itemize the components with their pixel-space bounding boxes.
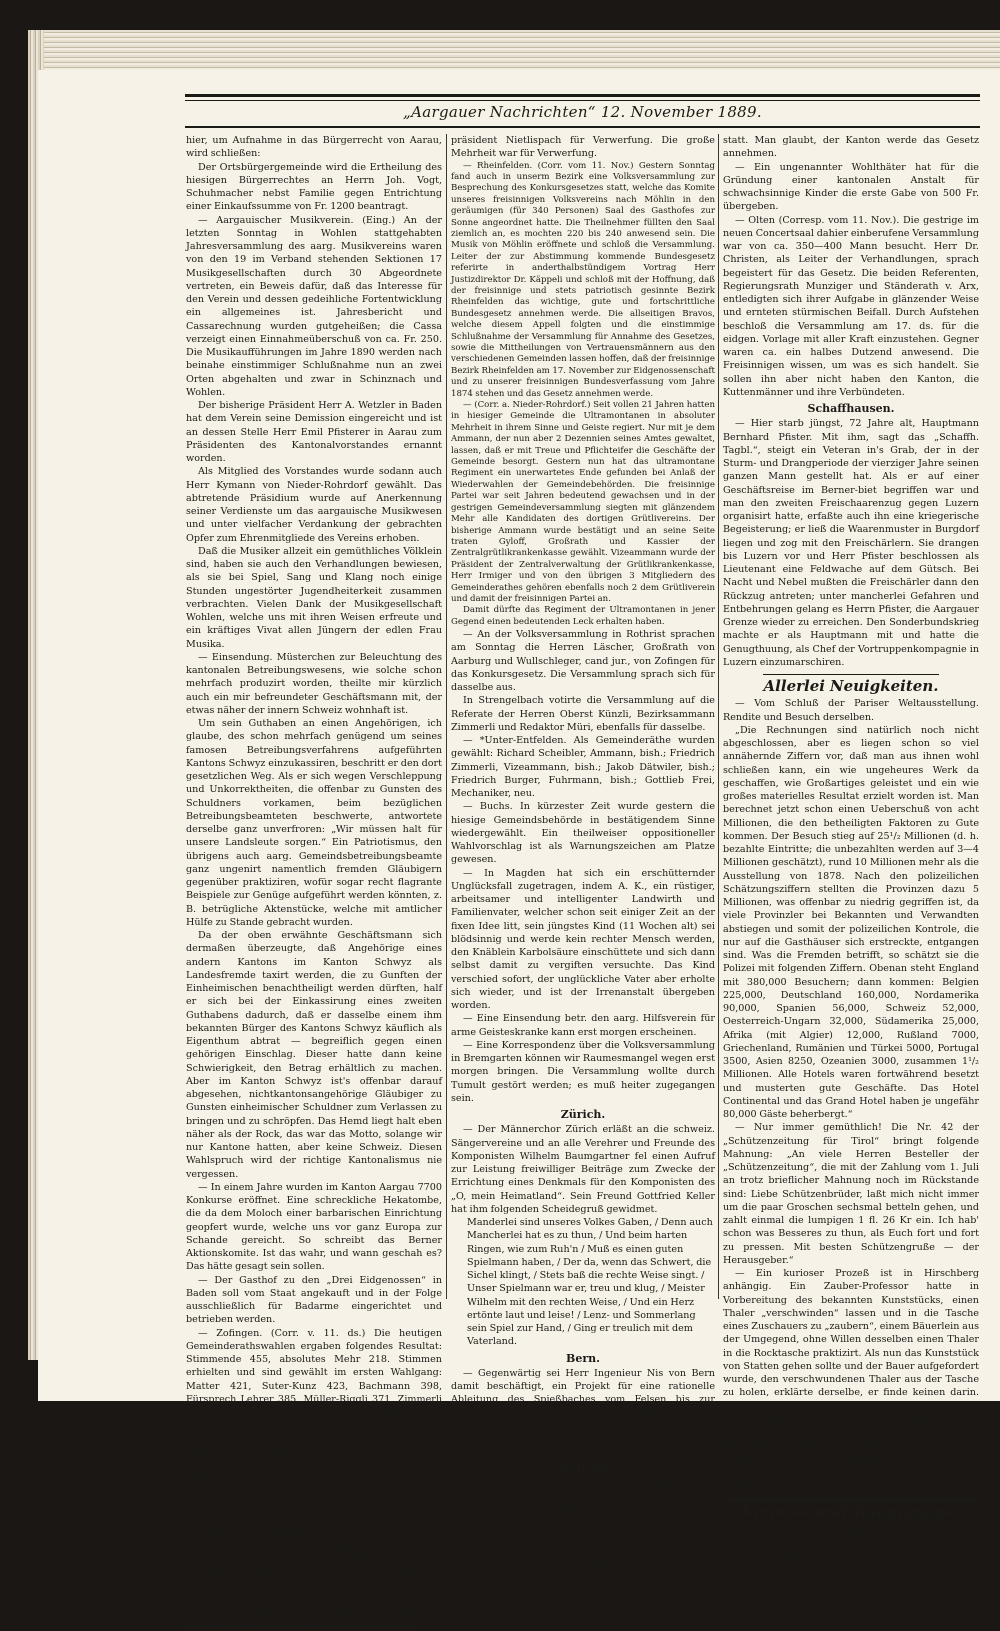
article-text: Der bisherige Präsident Herr A. Wetzler in Baden hat dem Verein seine Demission eingereicht und ist an dessen Stelle Herr Emil Pfisterer in Aarau zum Präsidenten des Kantonalvorstandes ernannt worden.	[186, 399, 442, 465]
column-2	[451, 134, 715, 1299]
section-heading-zuerich: Zürich.	[451, 1108, 715, 1121]
section-divider	[763, 674, 939, 675]
article-text: — Vom Schluß der Pariser Weltausstellung. Rendite und Besuch derselben.	[723, 697, 979, 724]
article-text: — In Magden hat sich ein erschütternder Unglücksfall zugetragen, indem A. K., ein rüstiger, arbeitsamer und intelligenter Landwirth und Familienvater, welcher schon seit einiger Zeit an der fixen Idee litt, sein jüngstes Kind (11 Wochen alt) sei blödsinnig und werde kein rechter Mensch werden, den Knäblein Karbolsäure einschüttete und sich dann selbst damit zu vergiften versuchte. Das Kind verschied sofort, der unglückliche Vater aber erholte sich wieder, und ist der Irrenanstalt übergeben worden.	[451, 867, 715, 1013]
article-text: — Bei der heutigen Großrathswahl sind von 637 abgegebenen Stimmen Herr R. Sauerländer 609 und ist hiemit gewählt.	[723, 1524, 979, 1564]
article-text: — In einem Jahre wurden im Kanton Aargau 7700 Konkurse eröffnet. Eine schreckliche Hekatombe, die da dem Moloch einer barbarischen Einrichtung geopfert wurde, welche uns vor ganz Europa zur Schande gereicht. So schreibt das Berner Aktionskomite. Ist das wahr, und wann geschah es? Das hätte gesagt sein sollen.	[186, 1181, 442, 1274]
section-heading-allerlei: Allerlei Neuigkeiten.	[723, 680, 979, 693]
article-text: — Nur immer gemüthlich! Die Nr. 42 der „Schützenzeitung für Tirol“ bringt folgende Mahnung: „An viele Herren Besteller der „Schützenzeitung“, die mit der Zahlung vom 1. Juli an trotz brieflicher Mahnung noch im Rückstande sind: Liebe Schützenbrüder, laßt mich nicht immer um die paar Groschen sechsmal betteln gehen, und zahlt einmal die lumpigen 1 fl. 26 Kr ein. Ich hab' schon was Besseres zu thun, als Euch fort und fort zu pressen. Mit besten Schützengruße — der Herausgeber.“	[723, 1121, 979, 1267]
column-divider	[718, 134, 719, 1299]
article-text: Damit dürfte das Regiment der Ultramontanen in jener Gegend einen bedeutenden Leck erhalten haben.	[451, 605, 715, 628]
column-1	[186, 134, 442, 1299]
article-text: Als Mitglied des Vorstandes wurde sodann auch Herr Kymann von Nieder-Rohrdorf gewählt. Das abtretende Präsidium wurde auf Anerkennung seiner Verdienste um das aargauische Musikwesen und unter vielfacher Verdankung der gebrachten Opfer zum Ehrenmitgliede des Vereins erhoben.	[186, 465, 442, 545]
article-text: — (Corr. a. Nieder-Rohrdorf.) Seit vollen 21 Jahren hatten in hiesiger Gemeinde die Ultramontanen in absoluter Mehrheit in ihrem Sinne und Geiste regiert. Nur mit je dem Ammann, der nun aber 2 Dezennien seines Amtes gewaltet, lassen, daß er mit Treue und Pflichteifer die Geschäfte der Gemeinde besorgt. Gestern nun hat das ultramontane Regiment ein unerwartetes Ende gefunden bei Anlaß der Wiederwahlen der Gemeindebehörden. Die freisinnige Partei war seit Jahren bedeutend gewachsen und in der gestrigen Gemeindeversammlung siegten mit glänzendem Mehr alle Kandidaten des dortigen Grütlivereins. Der bisherige Ammann wurde bestätigt und an seine Seite traten Gyloff, Großrath und Kassier der Zentralgrütlikrankenkasse gewählt. Vizeammann wurde der Präsident der Zentralverwaltung der Grütlikrankenkasse, Herr Irmiger und von den übrigen 3 Mitgliedern des Gemeinderathes gehören ebenfalls noch 2 dem Grütliverein und damit der freisinnigen Partei an.	[451, 400, 715, 605]
article-text: — Buchs. In kürzester Zeit wurde gestern die hiesige Gemeindsbehörde in bestätigendem Sinne wiedergewählt. Ein theilweiser oppositioneller Wahlvorschlag ist als Warnungszeichen am Platze gewesen.	[451, 800, 715, 866]
article-text: Da der oben erwähnte Geschäftsmann sich dermaßen überzeugte, daß Angehörige eines andern Kantons im Kanton Schwyz als Landesfremde taxirt werden, die zu Gunften der Einheimischen benachtheiligt werden dürften, half er sich bei der Einkassirung eines zweiten Guthabens dadurch, daß er dasselbe einem ihm bekannten Bürger des Kantons Schwyz käuflich als Eigenthum abtrat — begreiflich gegen einen gehörigen Einschlag. Dieser hatte dann keine Schwierigkeit, den Betrag erhältlich zu machen. Aber im Kanton Schwyz ist's offenbar darauf abgesehen, nichtkantonsangehörige Gläubiger zu Gunsten einheimischer Schuldner zum Verlassen zu bringen und zu schröpfen. Das Hemd liegt halt eben näher als der Rock, das war das Motto, solange wir nur Kantone hatten, aber keine Schweiz. Diesen Wahlspruch wird der richtige Kantonalismus nie vergessen.	[186, 929, 442, 1181]
article-text: Daß die Musiker allzeit ein gemüthliches Völklein sind, haben sie auch den Verhandlungen bewiesen, als sie bei Spiel, Sang und Klang noch einige Stunden ungestörter Jugendheiterkeit zusammen verbrachten. Vielen Dank der Musikgesellschaft Wohlen, welche uns mit ihren Weisen erfreute und ein kräftiges Vivat allen Jüngern der edlen Frau Musika.	[186, 545, 442, 651]
article-text: — Eine Einsendung betr. den aarg. Hilfsverein für arme Geisteskranke kann erst morgen erscheinen.	[451, 1012, 715, 1039]
article-text: — An der Volksversammlung in Rothrist sprachen am Sonntag die Herren Läscher, Großrath von Aarburg und Wullschleger, cand jur., von Zofingen für das Konkursgesetz. Die Versammlung sprach sich für dasselbe aus.	[451, 628, 715, 694]
masthead-title: „Aargauer Nachrichten“ 12. November 1889.	[185, 103, 980, 121]
header-rule	[185, 94, 980, 97]
article-text: — *Unter-Entfelden. Als Gemeinderäthe wurden gewählt: Richard Scheibler, Ammann, bish.; Friedrich Zimmerli, Vizeammann, bish.; Jakob Dätwiler, bish.; Friedrich Burger, Fuhrmann, bish.; Gottlieb Frei, Mechaniker, neu.	[451, 734, 715, 800]
article-text: statt. Man glaubt, der Kanton werde das Gesetz annehmen.	[723, 134, 979, 161]
article-text: — Olten (Corresp. vom 11. Nov.). Die gestrige im neuen Concertsaal dahier einberufene Versammlung war von ca. 350—400 Mann besucht. Herr Dr. Christen, als Leiter der Verhandlungen, sprach begeistert für das Gesetz. Die beiden Referenten, Regierungsrath Munziger und Ständerath v. Arx, entledigten sich ihrer Aufgabe in glänzender Weise und ernteten stürmischen Beifall. Durch Aufstehen beschloß die Versammlung am 17. ds. für die eidgen. Vorlage mit aller Kraft einzustehen. Gegner waren ca. ein halbes Dutzend anwesend. Die Freisinnigen wissen, um was es sich handelt. Sie sollen ihn aber nicht haben den Kanton, die Kuttenmänner und ihre Verbündeten.	[723, 214, 979, 400]
article-text: — Zofingen. (Corr. v. 11. ds.) Die heutigen Gemeinderathswahlen ergaben folgendes Resultat: Stimmende 455, absolutes Mehr 218. Stimmen erhielten und sind gewählt im ersten Wahlgang: Matter 421, Suter-Kunz 423, Bachmann 398, Fürsprech Lehrer 385, Müller-Riggli 371, Zimmerli Kommandant 347, bisherige, und Dr. Frikart 266, neu, an Stelle des verstorbenen Herrn Wettstein. Herr Bossard-Mahlard erhielt 166 und Herr Mummenthaler-Vogel 70 Stimmen. Als Stadtammann wurde beinahe einstimmig Herr Matter wieder gewählt und die Besoldungen auf der bisherigen Höhe belassen.	[186, 1327, 442, 1499]
header-rule-bottom	[185, 126, 980, 128]
article-text: Der Ortsbürgergemeinde wird die Ertheilung des hiesigen Bürgerrechtes an Herrn Joh. Vogt, Schuhmacher nebst Familie gegen Entrichtung einer Einkaufssumme von Fr. 1200 beantragt.	[186, 161, 442, 214]
article-text: — Der Vorstand der Kulturgesellschaft Zofingen erläßt einen motivirten Aufruf an die Bevölkerung zur Annahme des Konkursgesetzes.	[186, 1499, 442, 1539]
poem: Manderlei sind unseres Volkes Gaben, / Denn auch Mancherlei hat es zu thun, / Und beim harten Ringen, wie zum Ruh'n / Muß es einen guten Spielmann haben, / Der da, wenn das Schwert, die Sichel klingt, / Stets baß die rechte Weise singt. / Unser Spielmann war er, treu und klug, / Meister Wilhelm mit den rechten Weise, / Und ein Herz ertönte laut und leise! / Lenz- und Sommerlang sein Spiel zur Hand, / Ging er treulich mit dem Vaterland.	[451, 1216, 715, 1349]
page-header	[185, 88, 980, 128]
article-text: — Aargauischer Musikverein. (Eing.) An der letzten Sonntag in Wohlen stattgehabten Jahresversammlung des aarg. Musikvereins waren von den 19 im Verband stehenden Sektionen 17 Musikgesellschaften durch 30 Abgeordnete vertreten, ein Beweis dafür, daß das Interesse für den Verein und dessen gedeihliche Fortentwicklung ein allgemeines ist. Jahresbericht und Cassarechnung wurden gutgeheißen; die Cassa verzeigt einen Einnahmeüberschuß von ca. Fr. 250. Die Musikaufführungen im Jahre 1890 werden nach beinahe einstimmiger Schlußnahme nun an zwei Orten abgehalten und zwar in Schinznach und Wohlen.	[186, 214, 442, 400]
article-text: Basel, 11. Nov. Der Große Rath hat die Volkswahl der Regierung mit 54 gegen 51 Stimmen	[723, 1563, 979, 1590]
section-heading-bern: Bern.	[451, 1352, 715, 1365]
article-text: — Einsendung. Müsterchen zur Beleuchtung des kantonalen Betreibungswesens, wie solche schon mehrfach produzirt worden, theilte mir kürzlich auch ein mir befreundeter Geschäftsmann mit, der etwas näher der innern Schweiz wohnhaft ist.	[186, 651, 442, 717]
section-divider-double	[723, 1498, 979, 1502]
article-text: — Ein ungenannter Wohlthäter hat für die Gründung einer kantonalen Anstalt für schwachsinnige Kinder die erste Gabe von 500 Fr. übergeben.	[723, 161, 979, 214]
article-text: — Gegenwärtig sei Herr Ingenieur Nis von Bern damit beschäftigt, ein Projekt für eine rationelle Ableitung des Spießbaches vom Felsen bis zur Lütschine aufzunehmen. Für die Entwässerung des Rutschgebietes vom Felsen aufwärts bis zum Mürrenweg liege bereits ein Projekt des eidgen. Ingenieurs vor.	[451, 1367, 715, 1460]
column-divider	[446, 134, 447, 1299]
article-text: „Die Rechnungen sind natürlich noch nicht abgeschlossen, aber es liegen schon so viel annähernde Ziffern vor, daß man aus ihnen wohl schließen kann, ein wie ungeheures Werk da geschaffen, wie Großartiges geleistet und ein wie großes materielles Resultat erzielt worden ist. Man berechnet jetzt schon einen Ueberschuß von acht Millionen, die den betheiligten Faktoren zu Gute kommen. Der Besuch stieg auf 25¹/₂ Millionen (d. h. bezahlte Eintritte; die unbezahlten werden auf 3—4 Millionen geschätzt), rund 10 Millionen mehr als die Ausstellung von 1878. Nach den polizeilichen Schätzungsziffern stellten die Provinzen dazu 5 Millionen, was offenbar zu niedrig gegriffen ist, da viele Provinzler bei Bekannten und Verwandten abstiegen und somit der polizeilichen Kontrole, die nur auf die Gasthäuser sich erstreckte, entgangen sind. Was die Fremden betrifft, so schätzt sie die Polizei mit folgenden Ziffern. Obenan steht England mit 380,000 Besuchern; dann kommen: Belgien 225,000, Deutschland 160,000, Nordamerika 90,000, Spanien 56,000, Schweiz 52,000, Oesterreich-Ungarn 32,000, Südamerika 25,000, Afrika (mit Algier) 12,000, Rußland 7000, Griechenland, Rumänien und Türkei 5000, Portugal 3500, Asien 8250, Ozeanien 3000, zusammen 1¹/₂ Millionen. Alle Hotels waren fortwährend besetzt und musterten gute Geschäfte. Das Hotel Continental und das Grand Hotel haben je ungefähr 80,000 Gäste beherbergt.“	[723, 724, 979, 1122]
article-text: — In Solothurn wurde in der letzten Sonntagsnacht in das Bureau eines Cementiers eingebrochen und eine Baarschaft im Betrag von 35 Fr. gestohlen. Gleichzeitig fand ein Einbruch bei einem Zimmermeister statt, dem allerlei Werkzeug ist zwölft worden.	[451, 1478, 715, 1558]
article-text: — In einer Volksversammlung in Muri (100 Mann) empfahl nach dem „Vaterland“ Herr Gerichtsschreiber Meyer in trefflichem, zweistündigem Vortrag die Verwerfung des Konkursgesetzes. Die HH. Fürsprech Stierli und Fürsprech Bürgisser, vom liberalen Grütliverein berufen, sprachen für Annahme, Herr Gerichts-	[186, 1539, 442, 1631]
book-edge-top	[28, 30, 1000, 72]
article-text: hier, um Aufnahme in das Bürgerrecht von Aarau, wird schließen:	[186, 134, 442, 161]
section-heading-schaffhausen: Schaffhausen.	[723, 402, 979, 415]
article-text: Um sein Guthaben an einen Angehörigen, ich glaube, des schon mehrfach genügend um seines famosen Betreibungsverfahrens aufgeführten Kantons Schwyz einzukassiren, beschritt er den dort gesetzlichen Weg. Als er sich wegen Verschleppung und Unkorrektheiten, die offenbar zu Gunsten des Schuldners vorkamen, beim bezüglichen Betreibungsbeamteten beschwerte, antwortete derselbe ganz unverfroren: „Wir müssen halt für unsere Landsleute sorgen.“ Ein Patriotismus, den übrigens auch aarg. Gemeindsbetreibungsbeamte ganz ungenirt namentlich fremden Gläubigern gegenüber praktiziren, wofür sogar recht flagrante Beispiele zur Genüge aufgeführt werden könnten, z. B. betrügliche Aktenstücke, welche mit amtlicher Hülfe zu Stande gebracht wurden.	[186, 717, 442, 929]
header-rule-thin	[185, 100, 980, 101]
section-heading-telegramme: Neueres und Telegramme.	[723, 1506, 979, 1519]
article-text: — Hier starb jüngst, 72 Jahre alt, Hauptmann Bernhard Pfister. Mit ihm, sagt das „Schaffh. Tagbl.“, steigt ein Veteran in's Grab, der in der Sturm- und Drangperiode der vierziger Jahre seinen ganzen Mann gestellt hat. Als er auf einer Geschäftsreise im Berner-biet begriffen war und man den zweiten Freischaarenzug gegen Luzern organisirt hatte, erfaßte auch ihn eine kriegerische Begeisterung; er ließ die Waarenmuster in Burgdorf liegen und zog mit den Freischärlern. Sie drangen bis Luzern vor und Herr Pfister beschlossen als Lieutenant eine Feldwache auf dem Gütsch. Bei Nacht und Nebel mußten die Freischärler dann den Rückzug antreten; unter mancherlei Gefahren und Entbehrungen gelang es Herrn Pfister, die Aargauer Grenze wieder zu erreichen. Den Sonderbundskrieg machte er als Hauptmann mit und hatte die Genugthuung, als Chef der Vortruppenkompagnie in Luzern einzumarschiren.	[723, 417, 979, 669]
article-text: — Der Männerchor Zürich erläßt an die schweiz. Sängervereine und an alle Verehrer und Freunde des Komponisten Wilhelm Baumgartner fel einen Aufruf zur Leistung freiwilliger Beiträge zum Zwecke der Errichtung eines Denkmals für den Komponisten des „O, mein Heimatland“. Sein Freund Gottfried Keller hat ihm folgenden Scheidegruß gewidmet.	[451, 1123, 715, 1216]
article-text: — Rheinfelden. (Corr. vom 11. Nov.) Gestern Sonntag fand auch in unserm Bezirk eine Volksversammlung zur Besprechung des Konkursgesetzes statt, welche das Komite unseres freisinnigen Volksvereins nach Möhlin in den geräumigen (für 340 Personen) Saal des Gasthofes zur Sonne angeordnet hatte. Die Theilnehmer füllten den Saal ziemlich an, es mochten 220 bis 240 anwesend sein. Die Musik von Möhlin eröffnete und schloß die Versammlung. Leiter der zur Abstimmung kommende Bundesgesetz referirte in anderthalbstündigem Vortrag Herr Justizdirektor Dr. Käppeli und schloß mit der Hoffnung, daß der freisinnige und stets patriotisch gesinnte Bezirk Rheinfelden das wichtige, gute und fortschrittliche Bundesgesetz annehmen werde. Die allseitigen Bravos, welche diesem Appell folgten und die einstimmige Schlußnahme der Versammlung für Annahme des Gesetzes, sowie die Mittheilungen von Vertrauensmännern aus den verschiedenen Gemeinden lassen hoffen, daß der freisinnige Bezirk Rheinfelden am 17. November zur Eidgenossenschaft und zu unserer freisinnigen Bundesverfassung vom Jahre 1874 stehen und das Gesetz annehmen werde.	[451, 161, 715, 401]
article-text: — Der Gasthof zu den „Drei Eidgenossen“ in Baden soll vom Staat angekauft und in der Folge ausschließlich für Badarme eingerichtet und betrieben werden.	[186, 1274, 442, 1327]
article-text: — Eine Korrespondenz über die Volksversammlung in Bremgarten können wir Raumesmangel wegen erst morgen bringen. Die Versammlung wollte durch Tumult gestört werden; es muß heiter zugegangen sein.	[451, 1039, 715, 1105]
section-heading-solothurn: Solothurn.	[451, 1463, 715, 1476]
article-text: — Ein kurioser Prozeß ist in Hirschberg anhängig. Ein Zauber-Professor hatte in Vorbereitung des bekannten Kunststücks, einen Thaler „verschwinden“ lassen und in die Tasche eines Zuschauers zu „zaubern“, einem Bäuerlein aus der Umgegend, ohne Willen desselben einen Thaler in die Rocktasche praktizirt. Als nun das Kunststück von Statten gehen sollte und der Bauer aufgefordert wurde, den verschwundenen Thaler aus der Tasche zu holen, erklärte derselbe, er finde keinen darin. Und in der That war der Thaler spurlos verschwunden, als es dem Zauberkünstler lieb war. Er hat nun den Bauern verklagt, obwohl die Möglichkeit nicht ausgeschlossen ist, daß ein Dritter, der die Manipulation des Künstlers beachtete, den Thaler aus der Tasche des Bauern geholt hat.	[723, 1267, 979, 1492]
article-text: In Strengelbach votirte die Versammlung auf die Referate der Herren Oberst Künzli, Bezirksammann Zimmerli und Redaktor Müri, ebenfalls für dasselbe.	[451, 694, 715, 734]
column-3	[723, 134, 979, 1299]
article-text: präsident Nietlispach für Verwerfung. Die große Mehrheit war für Verwerfung.	[451, 134, 715, 161]
article-text: Im Kanton Solothurn fanden am letzten Sonntag zahlreiche Volksversammlungen für das Konkursgesetz	[451, 1557, 715, 1597]
